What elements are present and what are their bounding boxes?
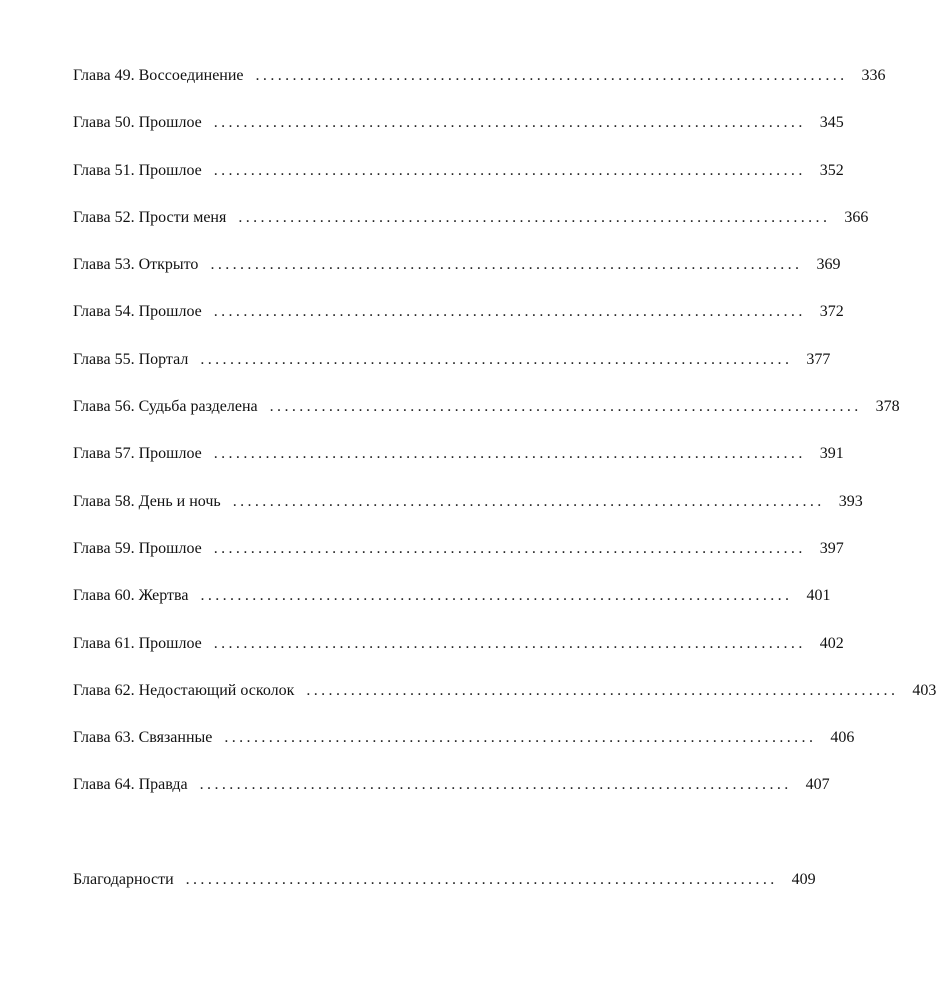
toc-entry-title: Глава 54. Прошлое <box>73 303 202 321</box>
toc-entry <box>73 631 844 678</box>
toc-entry-page: 407 <box>805 776 830 794</box>
toc-entry <box>73 725 855 772</box>
toc-entry-title: Глава 51. Прошлое <box>73 161 202 179</box>
dot-leader: ................................................................................ <box>210 256 803 274</box>
toc-entry-page: 406 <box>830 729 855 747</box>
dot-leader: ................................................................................ <box>213 114 806 132</box>
toc-entry-title: Глава 50. Прошлое <box>73 114 202 132</box>
dot-leader: ................................................................................ <box>185 870 778 888</box>
table-of-contents <box>73 63 936 914</box>
toc-entry-page: 393 <box>838 492 863 510</box>
toc-entry-title: Глава 52. Прости меня <box>73 208 227 226</box>
dot-leader: ................................................................................ <box>200 350 793 368</box>
toc-entry <box>73 347 831 394</box>
toc-entry-title: Глава 63. Связанные <box>73 729 213 747</box>
toc-entry-page: 401 <box>806 587 831 605</box>
toc-entry <box>73 489 863 536</box>
toc-entry-page: 369 <box>816 256 841 274</box>
toc-entry-title: Глава 58. День и ночь <box>73 492 221 510</box>
dot-leader: ................................................................................ <box>213 161 806 179</box>
toc-entry-page: 336 <box>861 67 886 84</box>
toc-entry-title: Глава 56. Судьба разделена <box>73 398 258 416</box>
toc-entry-page: 377 <box>806 350 831 368</box>
toc-entry <box>73 536 844 583</box>
dot-leader: ................................................................................ <box>213 539 806 557</box>
toc-entry-acknowledgements <box>73 867 816 914</box>
dot-leader: ................................................................................ <box>269 398 862 416</box>
toc-entry-title: Благодарности <box>73 870 174 888</box>
dot-leader: ................................................................................ <box>255 67 848 84</box>
toc-entry-title: Глава 64. Правда <box>73 776 188 794</box>
dot-leader: ................................................................................ <box>213 445 806 463</box>
toc-entry-title: Глава 60. Жертва <box>73 587 189 605</box>
toc-entry-title: Глава 49. Воссоединение <box>73 67 244 84</box>
dot-leader: ................................................................................ <box>224 729 817 747</box>
toc-entry-page: 403 <box>912 681 936 699</box>
toc-entry-page: 378 <box>875 398 900 416</box>
toc-entry-page: 372 <box>819 303 844 321</box>
toc-entry <box>73 394 900 441</box>
toc-entry <box>73 205 869 252</box>
toc-entry-page: 345 <box>819 114 844 132</box>
toc-entry-title: Глава 62. Недостающий осколок <box>73 681 295 699</box>
toc-entry-page: 409 <box>791 870 816 888</box>
toc-entry-page: 391 <box>819 445 844 463</box>
toc-entry-title: Глава 61. Прошлое <box>73 634 202 652</box>
toc-entry <box>73 583 831 630</box>
toc-entry <box>73 678 936 725</box>
toc-entry <box>73 110 844 157</box>
toc-entry-title: Глава 53. Открыто <box>73 256 199 274</box>
toc-entry <box>73 252 841 299</box>
toc-entry-page: 366 <box>844 208 869 226</box>
dot-leader: ................................................................................ <box>238 208 831 226</box>
dot-leader: ................................................................................ <box>213 303 806 321</box>
toc-entry <box>73 299 844 346</box>
toc-entry <box>73 772 830 819</box>
dot-leader: ................................................................................ <box>306 681 899 699</box>
toc-entry-title: Глава 55. Портал <box>73 350 189 368</box>
toc-entry-page: 402 <box>819 634 844 652</box>
toc-entry-title: Глава 59. Прошлое <box>73 539 202 557</box>
toc-entry <box>73 63 886 110</box>
dot-leader: ................................................................................ <box>199 776 792 794</box>
dot-leader: ................................................................................ <box>213 634 806 652</box>
dot-leader: ................................................................................ <box>232 492 825 510</box>
toc-entry-page: 352 <box>819 161 844 179</box>
toc-entry-page: 397 <box>819 539 844 557</box>
toc-entry-title: Глава 57. Прошлое <box>73 445 202 463</box>
toc-entry <box>73 441 844 488</box>
dot-leader: ................................................................................ <box>200 587 793 605</box>
toc-entry <box>73 158 844 205</box>
